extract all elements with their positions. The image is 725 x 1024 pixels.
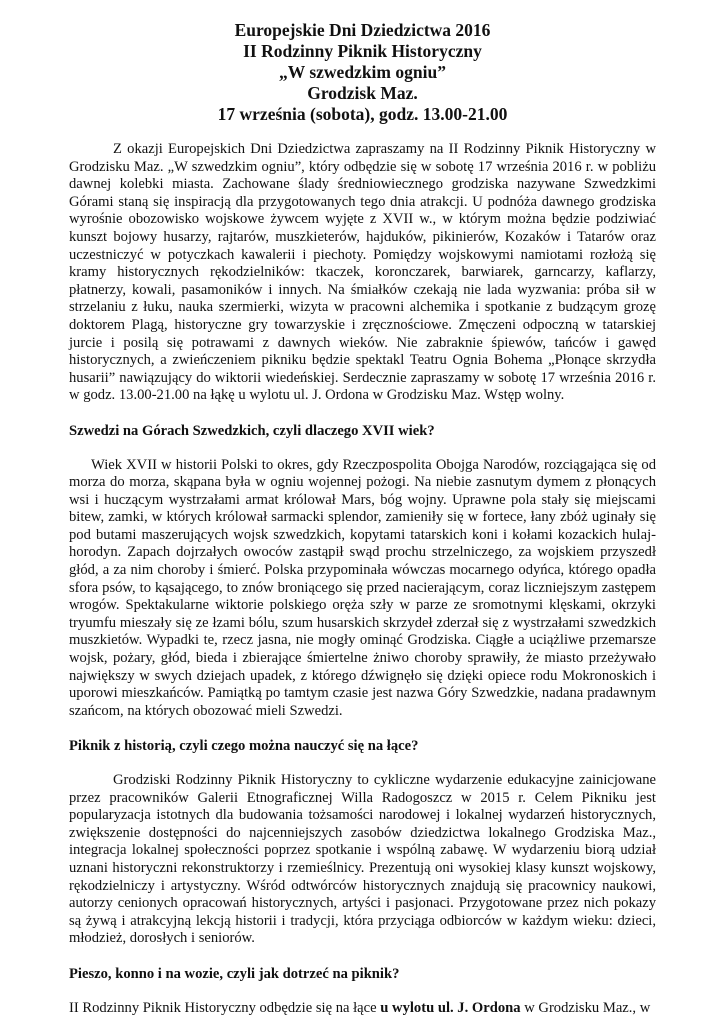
section-paragraph-picnic: Grodziski Rodzinny Piknik Historyczny to cykliczne wydarzenie edukacyjne zainicjowane przez pracowników Galerii Etnograficznej Willa Radogoszcz w 2015 r. Celem Pikniku jest popularyzacja istotnych dla budowania tożsamości narodowej i lokalnej wydarzeń historycznych, zwiększenie dostępności do najcenniejszych zasobów dziedzictwa lokalnego Grodziska Maz., integracja lokalnej społeczności poprzez spotkanie i wspólną zabawę. W wydarzeniu biorą udział uznani historyczni rekonstruktorzy i rzemieślnicy. Prezentują oni wysokiej klasy kunszt wojskowy, rękodzielniczy i artystyczny. Wśród odtwórców historycznych znajdują się pracownicy naukowi, autorzy cenionych opracowań historycznych, artyści i pasjonaci. Przygotowane przez nich pokazy są żywą i atrakcyjną lekcją historii i tradycji, która przyciąga odbiorców w każdym wieku: dzieci, młodzież, dorosłych i seniorów. xyxy=(69,772,656,947)
document-page xyxy=(69,20,656,1017)
title-line-date: 17 września (sobota), godz. 13.00-21.00 xyxy=(217,104,508,124)
title-line-event: Europejskie Dni Dziedzictwa 2016 xyxy=(234,20,491,40)
intro-paragraph: Z okazji Europejskich Dni Dziedzictwa zapraszamy na II Rodzinny Piknik Historyczny w Grodzisku Maz. „W szwedzkim ogniu”, który odbędzie się w sobotę 17 września 2016 r. w pobliżu dawnej kolebki miasta. Zachowane ślady średniowiecznego grodziska nazywane Szwedzkimi Górami staną się inspiracją dla przygotowanych tego dnia atrakcji. U podnóża dawnego grodziska wyrośnie obozowisko wojskowe żywcem wyjęte z XVII w., w którym można będzie podziwiać kunszt bojowy husarzy, rajtarów, muszkieterów, hajduków, pikinierów, Kozaków i Tatarów oraz uczestniczyć w potyczkach kawalerii i piechoty. Pomiędzy wojskowymi namiotami rozłożą się kramy historycznych rękodzielników: tkaczek, koronczarek, barwiarek, garncarzy, kaflarzy, płatnerzy, kowali, pasamoników i innych. Na śmiałków czekają nie lada wyzwania: próba sił w strzelaniu z łuku, nauka szermierki, wizyta w pracowni alchemika i spotkanie z budzącym grozę doktorem Plagą, historyczne gry towarzyskie i zręcznościowe. Zmęczeni odpoczną w tatarskiej jurcie i posilą się potrawami z dawnych wieków. Nie zabraknie śpiewów, tańców i gawęd historycznych, a zwieńczeniem pikniku będzie spektakl Teatru Ognia Bohema „Płonące skrzydła husarii” nawiązujący do wiktorii wiedeńskiej. Serdecznie zapraszamy w sobotę 17 września 2016 r. w godz. 13.00-21.00 na łąkę u wylotu ul. J. Ordona w Grodzisku Maz. Wstęp wolny. xyxy=(69,141,656,404)
section-heading-picnic: Piknik z historią, czyli czego można nauczyć się na łące? xyxy=(69,738,419,755)
title-line-picnic: II Rodzinny Piknik Historyczny xyxy=(243,41,482,61)
document-title xyxy=(69,20,656,125)
section-paragraph-directions xyxy=(69,1000,656,1018)
section-heading-swedes: Szwedzi na Górach Szwedzkich, czyli dlaczego XVII wiek? xyxy=(69,422,435,439)
directions-text-end: w Grodzisku Maz., w xyxy=(520,999,651,1016)
section-heading-directions: Pieszo, konno i na wozie, czyli jak dotrzeć na piknik? xyxy=(69,965,400,982)
directions-location: u wylotu ul. J. Ordona xyxy=(380,999,521,1016)
title-line-motto: „W szwedzkim ogniu” xyxy=(279,62,446,82)
section-paragraph-swedes: Wiek XVII w historii Polski to okres, gdy Rzeczpospolita Obojga Narodów, rozciągająca się od morza do morza, skąpana była w ogniu wojennej pożogi. Na niebie zasnutym dymem z płonących wsi i huczącym wystrzałami armat królował Mars, bóg wojny. Uprawne pola stały się miejscami bitew, zamki, w których królował sarmacki splendor, zamieniły się w fortece, łany zbóż uginały się pod butami maszerujących wojsk szwedzkich, kopytami tatarskich koni i kołami kozackich hulaj-horodyn. Zapach dojrzałych owoców zastąpił swąd prochu strzelniczego, za wojskiem przyszedł głód, a za nim choroby i śmierć. Polska przypominała wówczas mocarnego odyńca, którego opadła sfora psów, to kąsającego, to znów broniącego się przed nacierającym, coraz liczniejszym zastępem wrogów. Spektakularne wiktorie polskiego oręża szły w parze ze sromotnymi klęskami, okrzyki tryumfu mieszały się ze łzami bólu, szum husarskich skrzydeł zderzał się z wystrzałami szwedzkich muszkietów. Wypadki te, rzecz jasna, nie mogły ominąć Grodziska. Ciągłe a uciążliwe przemarsze wojsk, pożary, głód, bieda i zbierające śmiertelne żniwo choroby sprawiły, że miasto przeżywało największy w swych dziejach upadek, z którego dźwignęło się dzięki opiece rodu Mokronoskich i uporowi mieszkańców. Pamiątką po tamtym czasie jest nazwa Góry Szwedzkie, nadana pradawnym szańcom, na których obozować mieli Szwedzi. xyxy=(69,456,656,719)
directions-text-start: II Rodzinny Piknik Historyczny odbędzie się na łące xyxy=(69,999,381,1016)
title-line-place: Grodzisk Maz. xyxy=(307,83,418,103)
